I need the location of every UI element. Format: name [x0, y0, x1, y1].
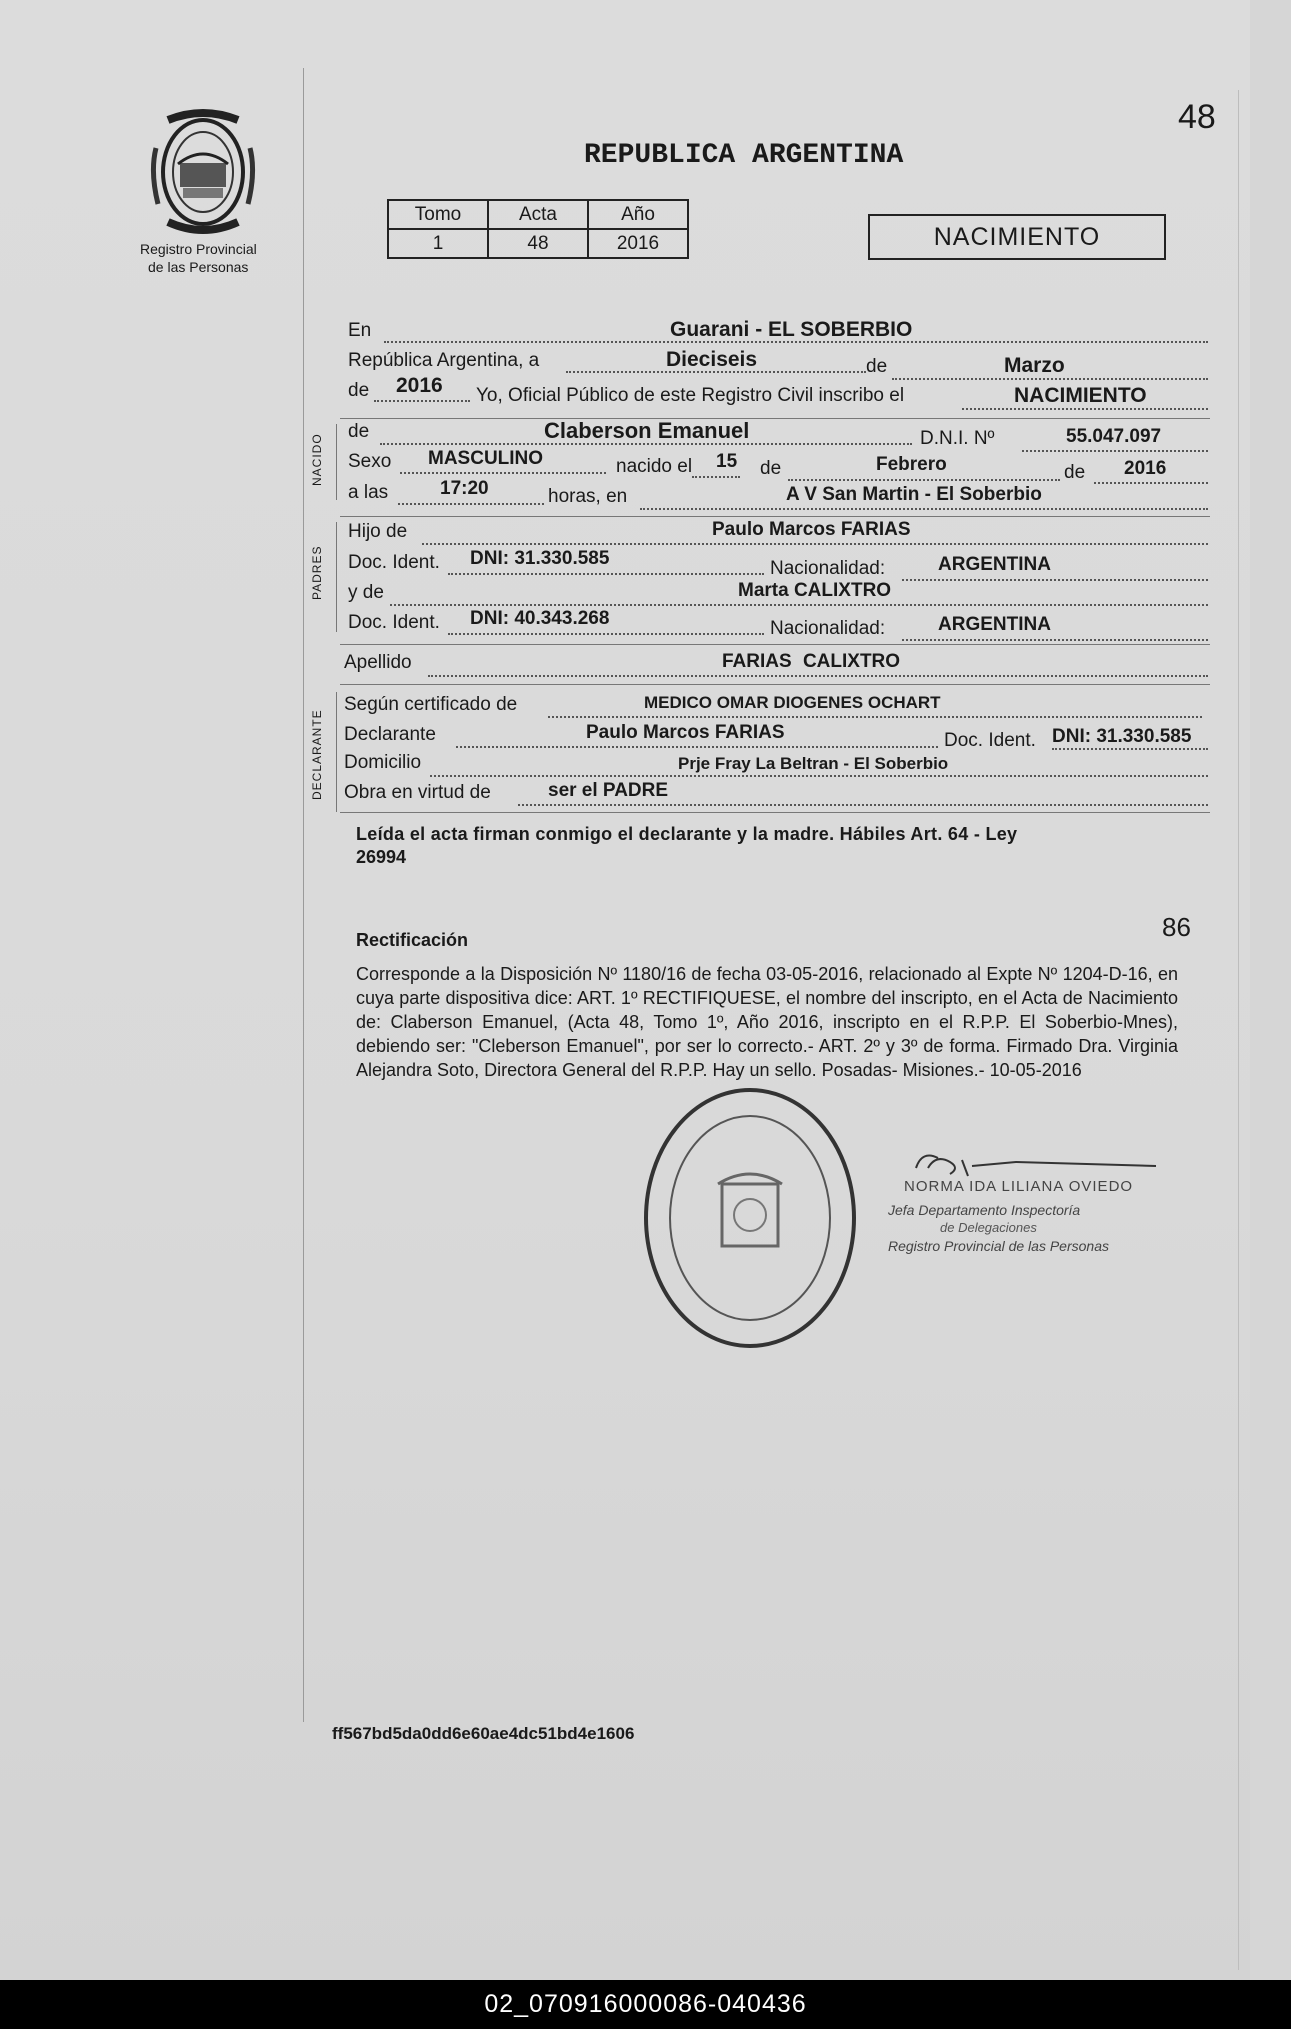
padre-doc-dots — [448, 573, 764, 575]
official-round-stamp — [640, 1084, 860, 1352]
nacido-el-label: nacido el — [616, 456, 693, 477]
declarante-bracket — [336, 692, 337, 812]
en-value: Guarani - EL SOBERBIO — [670, 318, 913, 341]
domicilio-label: Domicilio — [344, 752, 422, 773]
declarante-value: Paulo Marcos FARIAS — [586, 722, 785, 743]
nacido-bracket — [336, 424, 337, 500]
document-hash: ff567bd5da0dd6e60ae4dc51bd4e1606 — [332, 1724, 635, 1743]
registry-table — [387, 199, 689, 259]
declarante-doc: DNI: 31.330.585 — [1052, 726, 1192, 747]
separator-closing-top — [340, 812, 1210, 813]
nacido-nombre: Claberson Emanuel — [544, 418, 750, 443]
de-anio-label: de — [348, 380, 370, 401]
domicilio-dots — [430, 775, 1208, 777]
nacido-sexo: MASCULINO — [428, 448, 544, 469]
obra-dots — [518, 804, 1208, 806]
horas-en-label: horas, en — [548, 486, 628, 507]
padre-doc-label: Doc. Ident. — [348, 552, 440, 573]
anio-header: Año — [588, 200, 688, 229]
en-label: En — [348, 320, 372, 341]
nacido-dni: 55.047.097 — [1066, 426, 1162, 447]
padre-doc: DNI: 31.330.585 — [470, 548, 610, 569]
nacido-hora: 17:20 — [440, 478, 489, 499]
hora-dots — [398, 503, 544, 505]
signer-title-1: Jefa Departamento Inspectoría — [888, 1202, 1081, 1218]
nacido-anio: 2016 — [1124, 458, 1167, 479]
obra-label: Obra en virtud de — [344, 782, 491, 803]
lugar-dots — [640, 508, 1208, 510]
padre-dots — [422, 543, 1208, 545]
rectificacion-number: 86 — [1162, 912, 1191, 942]
padres-side-label: PADRES — [310, 545, 324, 600]
act-type-box: NACIMIENTO — [868, 214, 1166, 260]
anio-value: 2016 — [588, 229, 688, 258]
tomo-header: Tomo — [388, 200, 488, 229]
certificado-value: MEDICO OMAR DIOGENES OCHART — [644, 693, 941, 712]
republica-label: República Argentina, a — [348, 350, 540, 371]
anio-value: 2016 — [396, 374, 443, 397]
closing-text-line1: Leída el acta firman conmigo el declarante y la madre. Hábiles Art. 64 - Ley — [356, 824, 1018, 844]
padre-nac-dots — [902, 579, 1208, 581]
declarante-side-label: DECLARANTE — [310, 709, 324, 800]
declarante-dots — [456, 746, 938, 748]
nacido-de-label: de — [348, 421, 370, 442]
madre-nacionalidad: ARGENTINA — [938, 614, 1051, 635]
inscribo-value: NACIMIENTO — [1014, 384, 1147, 407]
dni-label: D.N.I. Nº — [920, 428, 995, 449]
apellido-value: FARIAS CALIXTRO — [722, 651, 901, 672]
hijo-de-label: Hijo de — [348, 521, 408, 542]
mes-dots — [892, 378, 1208, 380]
dia-nac-dots — [692, 476, 740, 478]
dni-dots — [1022, 450, 1208, 452]
dia-value: Dieciseis — [666, 348, 758, 371]
rectificacion-text: Corresponde a la Disposición Nº 1180/16 de fecha 03-05-2016, relacionado al Expte Nº 1204-D-16, en cuya parte dispositiva dice: ART. 1º RECTIFIQUESE, el nombre del inscripto, en el Acta de Nacimiento de: Claberson Emanuel, (Acta 48, Tomo 1º, Año 2016, inscripto en el R.P.P. El Soberbio-Mnes), debiendo ser: "Cleberson Emanuel", por ser lo correcto.- ART. 2º y 3º de forma. Firmado Dra. Virginia Alejandra Soto, Directora General del R.P.P. Hay un sello. Posadas- Misiones.- 10-05-2016 — [356, 964, 1178, 1080]
acta-header: Acta — [488, 200, 588, 229]
a-las-label: a las — [348, 482, 389, 503]
declarante-label: Declarante — [344, 724, 436, 745]
sexo-dots — [400, 472, 606, 474]
sexo-label: Sexo — [348, 451, 392, 472]
document-code-bar: 02_070916000086-040436 — [0, 1980, 1291, 2029]
signer-title-2: de Delegaciones — [940, 1220, 1037, 1235]
agency-name-line2: de las Personas — [148, 259, 249, 275]
nacido-lugar: A V San Martin - El Soberbio — [786, 484, 1042, 505]
nacido-side-label: NACIDO — [310, 433, 324, 486]
domicilio-value: Prje Fray La Beltran - El Soberbio — [678, 754, 949, 773]
madre-nombre: Marta CALIXTRO — [738, 580, 892, 601]
nacido-de-anio-label: de — [1064, 462, 1086, 483]
madre-dots — [390, 604, 1208, 606]
nacido-dia: 15 — [716, 451, 738, 472]
madre-doc-label: Doc. Ident. — [348, 612, 440, 633]
agency-name-line1: Registro Provincial — [140, 241, 257, 257]
madre-doc: DNI: 40.343.268 — [470, 608, 610, 629]
separator-apellido-top — [340, 644, 1210, 645]
certificado-dots — [548, 716, 1202, 718]
mes-value: Marzo — [1004, 354, 1065, 377]
right-margin-line — [1238, 90, 1239, 1970]
closing-text-line2: 26994 — [356, 847, 407, 867]
left-margin-line — [303, 68, 304, 1722]
acta-value: 48 — [488, 229, 588, 258]
de-label: de — [866, 356, 888, 377]
certificado-label: Según certificado de — [344, 694, 518, 715]
mes-nac-dots — [788, 479, 1060, 481]
obra-value: ser el PADRE — [548, 780, 669, 801]
padre-nac-label: Nacionalidad: — [770, 558, 886, 579]
nacido-de-mes-label: de — [760, 458, 782, 479]
padre-nacionalidad: ARGENTINA — [938, 554, 1051, 575]
province-seal-logo — [148, 108, 258, 236]
rectificacion-title: Rectificación — [356, 930, 469, 950]
country-title: REPUBLICA ARGENTINA — [584, 140, 904, 171]
nacido-mes: Febrero — [876, 454, 947, 475]
padres-bracket — [336, 522, 337, 632]
apellido-dots — [428, 675, 1208, 677]
inscribo-dots — [962, 408, 1208, 410]
madre-nac-label: Nacionalidad: — [770, 618, 886, 639]
inscribo-text: Yo, Oficial Público de este Registro Civil inscribo el — [476, 385, 905, 406]
handwritten-signature — [906, 1146, 1162, 1182]
signer-title-3: Registro Provincial de las Personas — [888, 1238, 1109, 1254]
madre-doc-dots — [448, 633, 764, 635]
declarante-doc-dots — [1052, 748, 1208, 750]
page-number: 48 — [1178, 98, 1216, 136]
separator-nacido-top — [340, 418, 1210, 419]
anio-nac-dots — [1094, 482, 1208, 484]
declarante-doc-label: Doc. Ident. — [944, 730, 1036, 751]
separator-padres-top — [340, 516, 1210, 517]
anio-dots — [374, 400, 470, 402]
padre-nombre: Paulo Marcos FARIAS — [712, 519, 911, 540]
separator-declarante-top — [340, 684, 1210, 685]
apellido-label: Apellido — [344, 652, 412, 673]
y-de-label: y de — [348, 582, 384, 603]
tomo-value: 1 — [388, 229, 488, 258]
madre-nac-dots — [902, 639, 1208, 641]
signer-name: NORMA IDA LILIANA OVIEDO — [904, 1178, 1134, 1195]
